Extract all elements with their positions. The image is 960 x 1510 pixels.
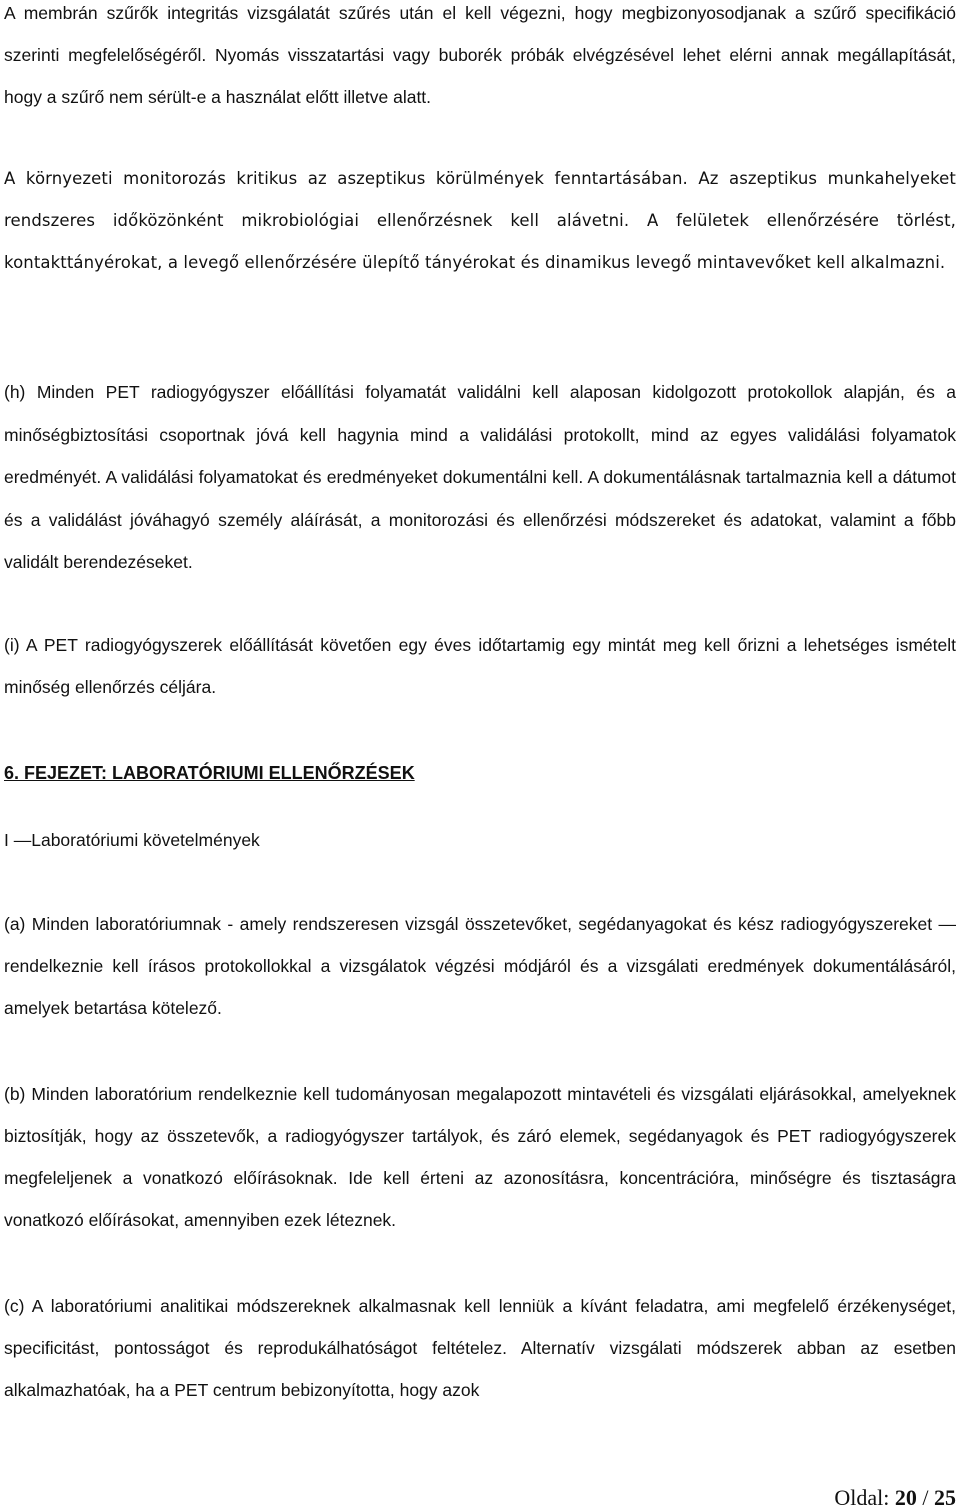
paragraph-b-sampling: (b) Minden laboratórium rendelkeznie kell tudományosan megalapozott mintavételi és vizsgálati eljárásokkal, amelyeknek biztosítják, hogy az összetevők, a radiogyógyszer tartályok, és záró elemek, segédanyagok és PET radiogyógyszerek megfeleljenek a vonatkozó előírásoknak. Ide kell érteni az azonosításra, koncentrációra, minőségre és tisztaságra vonatkozó előírásokat, amennyiben ezek léteznek. bbox=[4, 1084, 956, 1230]
paragraph-environmental-monitoring: A környezeti monitorozás kritikus az aszeptikus körülmények fenntartásában. Az aszeptikus munkahelyeket rendszeres időközönként mikrobiológiai ellenőrzésnek kell alávetni. A felületek ellenőrzésére törlést, kontakttányérokat, a levegő ellenőrzésére ülepítő tányérokat és dinamikus levegő mintavevőket kell alkalmazni. bbox=[4, 169, 956, 272]
paragraph-a-protocols: (a) Minden laboratóriumnak - amely rendszeresen vizsgál összetevőket, segédanyagokat és kész radiogyógyszereket — rendelkeznie kell írásos protokollokkal a vizsgálatok végzési módjáról és a vizsgálati eredmények dokumentálásáról, amelyek betartása kötelező. bbox=[4, 914, 956, 1018]
page-number bbox=[834, 1486, 956, 1510]
total-pages: 25 bbox=[934, 1485, 956, 1510]
page-label: Oldal: bbox=[834, 1485, 890, 1510]
page-separator: / bbox=[922, 1485, 929, 1510]
paragraph-h-validation: (h) Minden PET radiogyógyszer előállítási folyamatát validálni kell alaposan kidolgozott protokollok alapján, és a minőségbiztosítási csoportnak jóvá kell hagynia mind a validálási protokollt, mind az egyes validálási folyamatok eredményét. A validálási folyamatokat és eredményeket dokumentálni kell. A dokumentálásnak tartalmaznia kell a dátumot és a validálást jóváhagyó személy aláírását, a monitorozási és ellenőrzési módszereket és adatokat, valamint a főbb validált berendezéseket. bbox=[4, 382, 956, 572]
paragraph-c-analytical-methods: (c) A laboratóriumi analitikai módszereknek alkalmasnak kell lenniük a kívánt feladatra, ami megfelelő érzékenységet, specificitást, pontosságot és reprodukálhatóságot feltételez. Alternatív vizsgálati módszerek abban az esetben alkalmazhatóak, ha a PET centrum bebizonyította, hogy azok bbox=[4, 1296, 956, 1400]
paragraph-membrane-filter: A membrán szűrők integritás vizsgálatát szűrés után el kell végezni, hogy megbizonyosodjanak a szűrő specifikáció szerinti megfelelőségéről. Nyomás visszatartási vagy buborék próbák elvégzésével lehet elérni annak megállapítását, hogy a szűrő nem sérült-e a használat előtt illetve alatt. bbox=[4, 3, 956, 107]
paragraph-i-sample-retention: (i) A PET radiogyógyszerek előállítását követően egy éves időtartamig egy mintát meg kell őrizni a lehetséges ismételt minőség ellenőrzés céljára. bbox=[4, 635, 956, 697]
section-subheading: I —Laboratóriumi követelmények bbox=[4, 830, 260, 850]
current-page: 20 bbox=[894, 1485, 917, 1510]
chapter-heading: 6. FEJEZET: LABORATÓRIUMI ELLENŐRZÉSEK bbox=[4, 763, 415, 783]
